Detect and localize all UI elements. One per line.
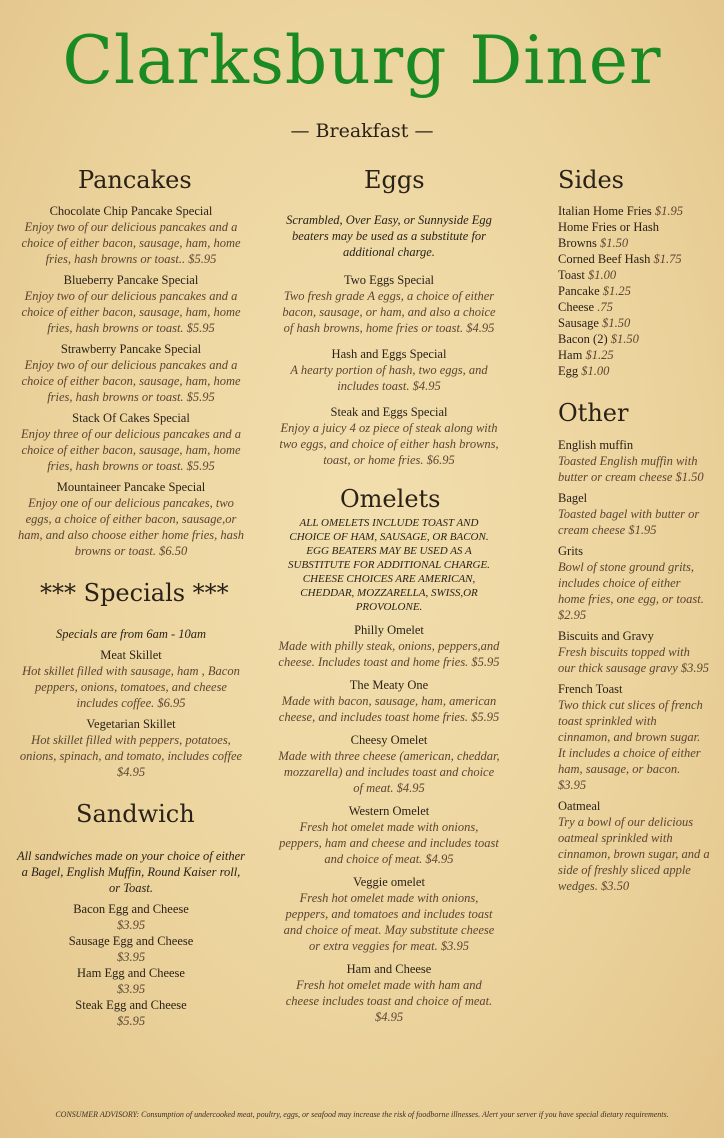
item-name: Ham and Cheese <box>346 962 432 976</box>
menu-item <box>16 272 246 336</box>
item-name: Ham Egg and Cheese <box>77 966 185 980</box>
item-description: Enjoy one of our delicious pancakes, two eggs, a choice of either bacon, sausage,or ham, and also choose either home fries, hash browns or toast. $6.50 <box>17 496 245 558</box>
side-item <box>558 363 718 379</box>
consumer-advisory: CONSUMER ADVISORY: Consumption of undercooked meat, poultry, eggs, or seafood may increase the risk of foodborne illnesses. Alert your server if you have special dietary requirements. <box>55 1110 669 1119</box>
item-name: Stack Of Cakes Special <box>72 411 190 425</box>
menu-item <box>16 203 246 267</box>
item-description: Enjoy two of our delicious pancakes and a choice of either bacon, sausage, ham, home fries, hash browns or toast.. $5.95 <box>21 220 241 266</box>
other-heading: Other <box>558 399 629 427</box>
item-price: $1.95 <box>654 204 683 218</box>
item-name: Hash and Eggs Special <box>331 347 447 361</box>
side-item <box>558 283 718 299</box>
item-price: $1.25 <box>602 284 631 298</box>
item-description: Made with philly steak, onions, peppers,and cheese. Includes toast and home fries. $5.95 <box>278 639 500 669</box>
menu-item <box>558 798 710 894</box>
menu-item <box>276 272 502 336</box>
item-price: $5.95 <box>116 1014 146 1028</box>
item-price: $1.50 <box>600 236 629 250</box>
omelets-list <box>278 516 500 1030</box>
item-name: Home Fries or Hash <box>558 220 660 234</box>
item-price: $1.25 <box>585 348 614 362</box>
item-price: $1.00 <box>581 364 610 378</box>
side-item <box>558 219 718 235</box>
item-description: Two thick cut slices of french toast sprinkled with cinnamon, and brown sugar. It includes a choice of either ham, sausage, or bacon. $3.95 <box>558 698 703 792</box>
menu-item <box>16 647 246 711</box>
item-name: Biscuits and Gravy <box>558 629 654 643</box>
item-name: Meat Skillet <box>100 648 162 662</box>
item-description: Enjoy a juicy 4 oz piece of steak along with two eggs, and choice of either hash browns, toast, or home fries. $6.95 <box>279 421 499 467</box>
item-description: A hearty portion of hash, two eggs, and includes toast. $4.95 <box>290 363 488 393</box>
item-price: $3.95 <box>116 982 146 996</box>
item-name: Vegetarian Skillet <box>86 717 176 731</box>
item-name: Philly Omelet <box>354 623 424 637</box>
menu-item <box>558 437 710 485</box>
item-name: Italian Home Fries <box>558 204 652 218</box>
menu-item <box>558 681 710 793</box>
menu-item <box>16 479 246 559</box>
side-item <box>558 235 718 251</box>
item-name: Blueberry Pancake Special <box>63 273 199 287</box>
item-description: Enjoy three of our delicious pancakes and a choice of either bacon, sausage, ham, home fries, hash browns or toast. $5.95 <box>21 427 241 473</box>
item-price: $1.75 <box>653 252 682 266</box>
item-name: Cheesy Omelet <box>350 733 428 747</box>
item-name: Steak Egg and Cheese <box>75 998 187 1012</box>
pancakes-heading: Pancakes <box>78 166 192 194</box>
item-name: Bacon Egg and Cheese <box>73 902 189 916</box>
specials-heading: *** Specials *** <box>40 579 229 607</box>
sandwich-heading: Sandwich <box>76 800 195 828</box>
item-description: Made with three cheese (american, cheddar, mozzarella) and includes toast and choice of meat. $4.95 <box>278 749 500 795</box>
item-name: Pancake <box>558 284 600 298</box>
item-description: Enjoy two of our delicious pancakes and a choice of either bacon, sausage, ham, home fries, hash browns or toast. $5.95 <box>21 289 241 335</box>
omelets-note: ALL OMELETS INCLUDE TOAST AND CHOICE OF HAM, SAUSAGE, OR BACON. EGG BEATERS MAY BE USED AS A SUBSTITUTE FOR ADDITIONAL CHARGE. CHEESE CHOICES ARE AMERICAN, CHEDDAR, MOZZARELLA, SWISS,OR PROVOLONE. <box>288 517 490 613</box>
item-name: Mountaineer Pancake Special <box>56 480 206 494</box>
side-item <box>558 299 718 315</box>
item-name: Two Eggs Special <box>343 273 435 287</box>
item-name: Bacon (2) <box>558 332 608 346</box>
menu-item <box>16 341 246 405</box>
side-item <box>558 267 718 283</box>
item-description: Fresh hot omelet made with ham and cheese includes toast and choice of meat. $4.95 <box>285 978 493 1024</box>
item-description: Hot skillet filled with peppers, potatoes, onions, spinach, and tomato, includes coffee $4.95 <box>19 733 243 779</box>
menu-item <box>16 410 246 474</box>
item-description: Hot skillet filled with sausage, ham , Bacon peppers, onions, tomatoes, and cheese includes coffee. $6.95 <box>22 664 240 710</box>
diner-title: Clarksburg Diner <box>62 22 662 99</box>
item-price: .75 <box>597 300 613 314</box>
menu-item <box>558 628 710 676</box>
item-name: Oatmeal <box>558 799 601 813</box>
item-description: Bowl of stone ground grits, includes choice of either home fries, one egg, or toast. $2.95 <box>558 560 704 622</box>
specials-list <box>16 626 246 785</box>
item-name: Sausage Egg and Cheese <box>68 934 194 948</box>
item-description: Toasted English muffin with butter or cream cheese $1.50 <box>558 454 704 484</box>
item-name: Grits <box>558 544 583 558</box>
item-name: French Toast <box>558 682 623 696</box>
menu-item <box>278 961 500 1025</box>
sandwich-note: All sandwiches made on your choice of either a Bagel, English Muffin, Round Kaiser roll, or Toast. <box>16 849 246 895</box>
item-name: English muffin <box>558 438 634 452</box>
eggs-list <box>276 212 502 473</box>
menu-item <box>16 901 246 933</box>
sandwich-list <box>16 848 246 1029</box>
item-name: The Meaty One <box>349 678 429 692</box>
menu-item <box>16 997 246 1029</box>
item-name: Steak and Eggs Special <box>330 405 448 419</box>
item-name: Sausage <box>558 316 599 330</box>
item-description: Made with bacon, sausage, ham, american cheese, and includes toast home fries. $5.95 <box>278 694 500 724</box>
menu-item <box>278 677 500 725</box>
item-price: $1.00 <box>588 268 617 282</box>
menu-item <box>16 965 246 997</box>
menu-item <box>558 490 710 538</box>
sides-list <box>558 203 718 379</box>
item-name: Cheese <box>558 300 595 314</box>
item-description: Try a bowl of our delicious oatmeal sprinkled with cinnamon, brown sugar, and a side of freshly sliced apple wedges. $3.50 <box>558 815 710 893</box>
item-name: Chocolate Chip Pancake Special <box>49 204 213 218</box>
item-name: Egg <box>558 364 579 378</box>
item-price: $3.95 <box>116 918 146 932</box>
menu-item <box>276 346 502 394</box>
item-description: Enjoy two of our delicious pancakes and a choice of either bacon, sausage, ham, home fries, hash browns or toast. $5.95 <box>21 358 241 404</box>
menu-item <box>276 404 502 468</box>
side-item <box>558 347 718 363</box>
item-price: $1.50 <box>610 332 639 346</box>
item-description: Two fresh grade A eggs, a choice of either bacon, sausage, or ham, and also a choice of hash browns, home fries or toast. $4.95 <box>282 289 496 335</box>
side-item <box>558 251 718 267</box>
menu-item <box>558 543 710 623</box>
menu-item <box>16 933 246 965</box>
item-description: Toasted bagel with butter or cream cheese $1.95 <box>558 507 700 537</box>
menu-subtitle: — Breakfast — <box>290 120 434 142</box>
sides-heading: Sides <box>558 166 624 194</box>
eggs-note: Scrambled, Over Easy, or Sunnyside Egg beaters may be used as a substitute for additional charge. <box>286 213 492 259</box>
side-item <box>558 315 718 331</box>
item-description: Fresh hot omelet made with onions, peppers, and tomatoes and includes toast and choice of meat. May substitute cheese or extra veggies for meat. $3.95 <box>283 891 495 953</box>
item-description: Fresh hot omelet made with onions, peppers, ham and cheese and includes toast and choice of meat. $4.95 <box>279 820 499 866</box>
item-name: Bagel <box>558 491 588 505</box>
menu-item <box>278 803 500 867</box>
item-name: Veggie omelet <box>353 875 425 889</box>
item-name: Ham <box>558 348 583 362</box>
menu-item <box>278 732 500 796</box>
menu-item <box>278 622 500 670</box>
pancakes-list <box>16 203 246 564</box>
side-item <box>558 331 718 347</box>
side-item <box>558 203 718 219</box>
specials-hours-note: Specials are from 6am - 10am <box>55 627 207 641</box>
omelets-heading: Omelets <box>340 485 441 513</box>
item-name: Corned Beef Hash <box>558 252 651 266</box>
item-name: Western Omelet <box>348 804 430 818</box>
item-name: Toast <box>558 268 585 282</box>
item-price: $1.50 <box>602 316 631 330</box>
eggs-heading: Eggs <box>364 166 425 194</box>
item-price: $3.95 <box>116 950 146 964</box>
item-name: Strawberry Pancake Special <box>60 342 202 356</box>
item-name: Browns <box>558 236 597 250</box>
other-list <box>558 437 710 899</box>
item-description: Fresh biscuits topped with our thick sausage gravy $3.95 <box>558 645 710 675</box>
menu-item <box>16 716 246 780</box>
menu-item <box>278 874 500 954</box>
